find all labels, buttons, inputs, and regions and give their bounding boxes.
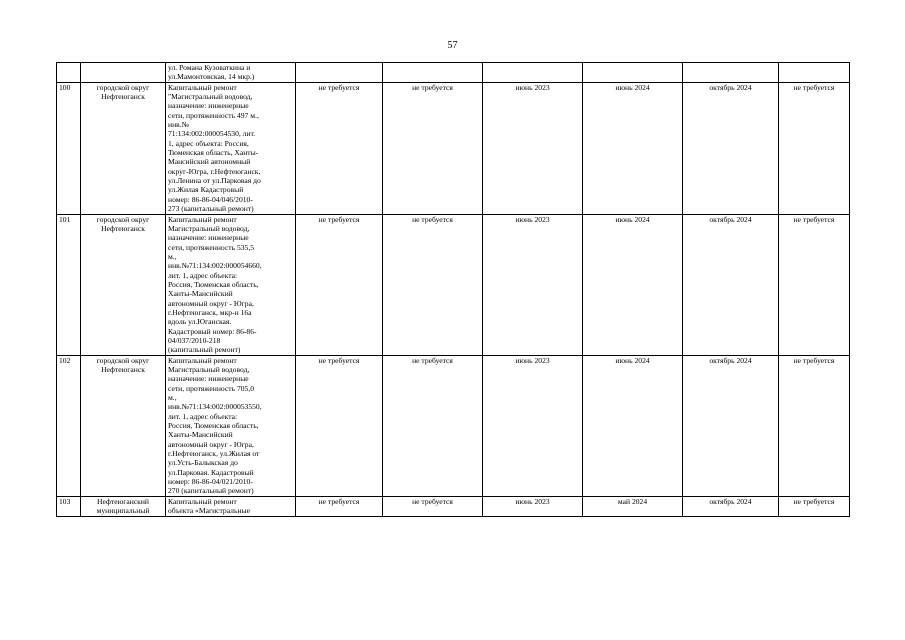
table-row (57, 214, 850, 355)
column-6-cell: июнь 2023 (483, 355, 583, 496)
column-9-cell: не требуется (779, 214, 850, 355)
column-6-cell: июнь 2023 (483, 496, 583, 516)
column-7-cell (583, 63, 683, 83)
municipality-cell: городской округ Нефтеюганск (81, 214, 166, 355)
row-number-cell: 100 (57, 82, 81, 214)
column-5-cell: не требуется (383, 355, 483, 496)
column-7-cell: июнь 2024 (583, 355, 683, 496)
column-9-cell (779, 63, 850, 83)
row-number-cell (57, 63, 81, 83)
municipality-cell: городской округ Нефтеюганск (81, 82, 166, 214)
column-9-cell: не требуется (779, 82, 850, 214)
column-5-cell (383, 63, 483, 83)
column-9-cell: не требуется (779, 355, 850, 496)
column-6-cell: июнь 2023 (483, 214, 583, 355)
column-8-cell: октябрь 2024 (683, 214, 779, 355)
column-8-cell: октябрь 2024 (683, 355, 779, 496)
column-4-cell: не требуется (296, 214, 383, 355)
column-5-cell: не требуется (383, 214, 483, 355)
column-5-cell: не требуется (383, 82, 483, 214)
column-6-cell: июнь 2023 (483, 82, 583, 214)
column-7-cell: июнь 2024 (583, 214, 683, 355)
table-row (57, 63, 850, 83)
row-number-cell: 101 (57, 214, 81, 355)
table-row (57, 496, 850, 516)
column-8-cell (683, 63, 779, 83)
description-cell: Капитальный ремонт Магистральный водовод, назначение: инженерные сети, протяженность 705,0 м., инв.№71:134:002:000053550, лит. 1, адрес объекта: Россия, Тюменская область, Ханты-Мансийский автономный округ - Югра, г.Нефтеюганск, ул.Жилая от ул.Усть-Балыкская до ул.Парковая. Кадастровый номер: 86-86-04/021/2010- 270 (капитальный ремонт) (166, 355, 296, 496)
municipality-cell: городской округ Нефтеюганск (81, 355, 166, 496)
column-7-cell: май 2024 (583, 496, 683, 516)
column-4-cell (296, 63, 383, 83)
description-cell: Капитальный ремонт Магистральный водовод, назначение: инженерные сети, протяженность 535,5 м., инв.№71:134:002:000054660, лит. 1, адрес объекта: Россия, Тюменская область, Ханты-Мансийский автономный округ - Югра, г.Нефтеюганск, мкр-н 16а вдоль ул.Юганская. Кадастровый номер: 86-86- 04/037/2010-218 (капитальный ремонт) (166, 214, 296, 355)
description-cell: Капитальный ремонт объекта «Магистральные (166, 496, 296, 516)
column-4-cell: не требуется (296, 355, 383, 496)
registry-table (56, 62, 850, 517)
column-8-cell: октябрь 2024 (683, 82, 779, 214)
column-7-cell: июнь 2024 (583, 82, 683, 214)
column-4-cell: не требуется (296, 496, 383, 516)
column-4-cell: не требуется (296, 82, 383, 214)
column-8-cell: октябрь 2024 (683, 496, 779, 516)
row-number-cell: 102 (57, 355, 81, 496)
description-cell: ул. Романа Кузоваткина и ул.Мамонтовская, 14 мкр.) (166, 63, 296, 83)
page-number: 57 (447, 40, 458, 51)
description-cell: Капитальный ремонт "Магистральный водовод, назначение: инженерные сети, протяженность 497 м., инв.№ 71:134:002:000054530, лит. 1, адрес объекта: Россия, Тюменская область, Ханты- Мансийский автономный округ-Югра, г.Нефтеюганск, ул.Ленина от ул.Парковая до ул.Жилая Кадастровый номер: 86-86-04/046/2010- 273 (капитальный ремонт) (166, 82, 296, 214)
municipality-cell: Нефтеюганский муниципальный (81, 496, 166, 516)
row-number-cell: 103 (57, 496, 81, 516)
table-row (57, 82, 850, 214)
column-5-cell: не требуется (383, 496, 483, 516)
table-row (57, 355, 850, 496)
column-9-cell: не требуется (779, 496, 850, 516)
column-6-cell (483, 63, 583, 83)
municipality-cell (81, 63, 166, 83)
